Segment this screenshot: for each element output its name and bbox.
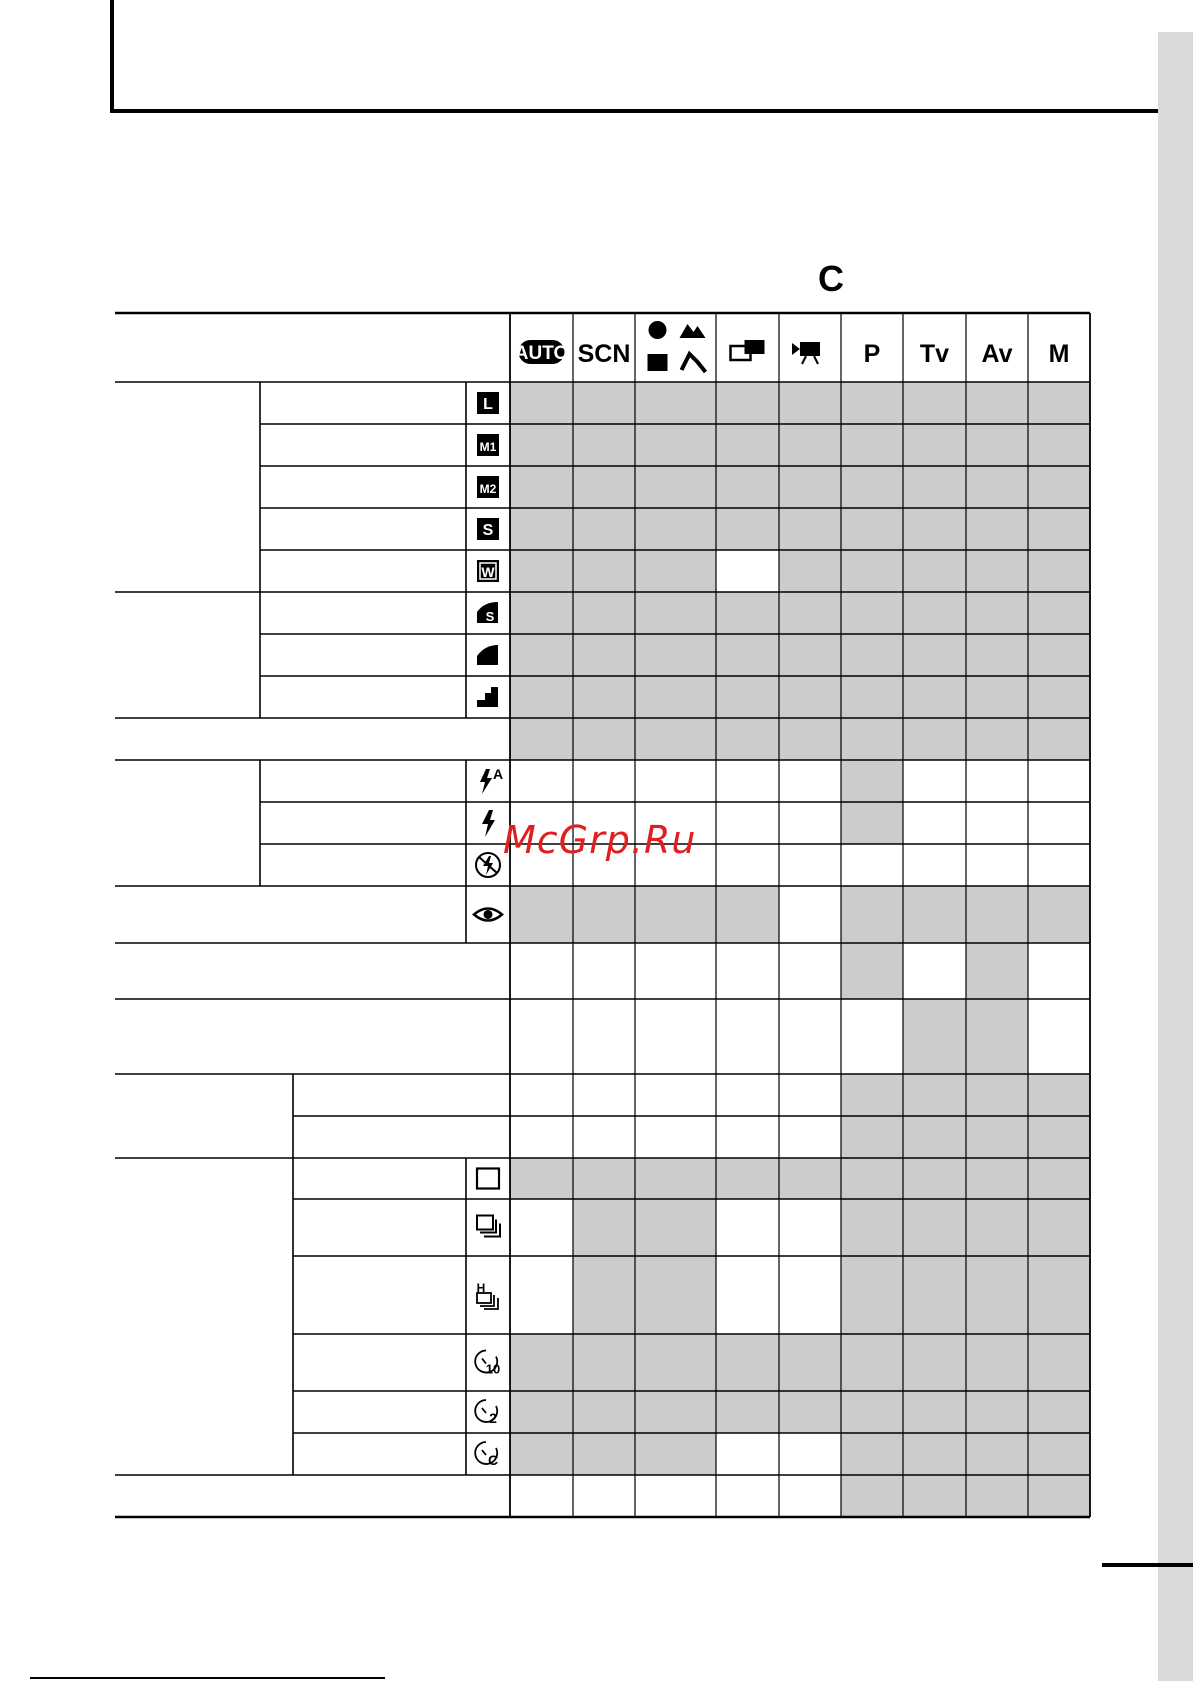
shaded-cell xyxy=(510,466,573,508)
shaded-cell xyxy=(573,1391,635,1433)
shaded-cell xyxy=(1028,1475,1090,1517)
shaded-cell xyxy=(510,886,573,943)
shaded-cell xyxy=(1028,1199,1090,1256)
row-icon-text: S xyxy=(485,609,495,624)
shaded-cell xyxy=(966,508,1028,550)
landscape-icon xyxy=(680,324,706,338)
shaded-cell xyxy=(966,718,1028,760)
scene-modes-icon xyxy=(648,321,706,372)
shaded-cell xyxy=(716,886,779,943)
shaded-cell xyxy=(635,676,716,718)
superfine-icon xyxy=(477,602,498,624)
shaded-cell xyxy=(635,508,716,550)
shaded-cell xyxy=(573,592,635,634)
size-M1-icon xyxy=(477,434,499,456)
shaded-cell xyxy=(966,1334,1028,1391)
shaded-cell xyxy=(841,886,903,943)
shaded-cell xyxy=(635,382,716,424)
normal-icon xyxy=(477,687,498,707)
shaded-cell xyxy=(903,886,966,943)
shaded-cell xyxy=(841,382,903,424)
shaded-cell xyxy=(966,1433,1028,1475)
shaded-cell xyxy=(1028,1256,1090,1334)
shaded-cell xyxy=(1028,1116,1090,1158)
shaded-cell xyxy=(779,424,841,466)
shaded-cell xyxy=(966,999,1028,1074)
shaded-cell xyxy=(966,676,1028,718)
shaded-cell xyxy=(841,1116,903,1158)
shaded-cell xyxy=(903,1334,966,1391)
shaded-cell xyxy=(573,424,635,466)
shaded-cell xyxy=(716,466,779,508)
red-eye-icon xyxy=(474,909,502,921)
shaded-cell xyxy=(1028,718,1090,760)
shaded-cell xyxy=(966,886,1028,943)
shaded-cell xyxy=(635,1334,716,1391)
shaded-cell xyxy=(716,508,779,550)
shaded-cell xyxy=(779,676,841,718)
shaded-cell xyxy=(510,508,573,550)
shaded-cell xyxy=(779,1334,841,1391)
movie-icon xyxy=(792,342,820,364)
shaded-cell xyxy=(635,424,716,466)
shaded-cell xyxy=(903,1475,966,1517)
shaded-cell xyxy=(841,1074,903,1116)
shaded-cell xyxy=(573,1433,635,1475)
shaded-cell xyxy=(841,508,903,550)
shaded-cell xyxy=(573,1158,635,1199)
shaded-cell xyxy=(716,382,779,424)
auto-mode-icon xyxy=(515,340,568,364)
portrait-icon xyxy=(649,321,667,339)
shaded-cell xyxy=(635,1199,716,1256)
shaded-cell xyxy=(903,1074,966,1116)
shaded-cell xyxy=(966,634,1028,676)
column-header-label: Tv xyxy=(919,340,950,368)
row-icon-text: M1 xyxy=(479,440,497,454)
shaded-cell xyxy=(841,1334,903,1391)
night-scene-icon xyxy=(648,354,668,371)
shaded-cell xyxy=(635,886,716,943)
column-header-label: AUTO xyxy=(514,343,569,364)
column-header-label: M xyxy=(1048,340,1070,368)
flash-auto-icon xyxy=(480,766,503,794)
shaded-cell xyxy=(573,550,635,592)
shaded-cell xyxy=(510,634,573,676)
fine-icon xyxy=(477,645,498,665)
shaded-cell xyxy=(903,550,966,592)
shaded-cell xyxy=(1028,676,1090,718)
shaded-cell xyxy=(903,676,966,718)
shaded-cell xyxy=(1028,508,1090,550)
shaded-cell xyxy=(966,1158,1028,1199)
shaded-cell xyxy=(573,718,635,760)
shaded-cell xyxy=(841,802,903,844)
row-icon-text: 10 xyxy=(485,1361,501,1377)
shaded-cell xyxy=(966,466,1028,508)
shaded-cell xyxy=(903,1116,966,1158)
size-L-icon xyxy=(477,392,499,414)
shaded-cell xyxy=(966,1391,1028,1433)
shaded-cell xyxy=(716,1334,779,1391)
shaded-cell xyxy=(966,592,1028,634)
shaded-cell xyxy=(841,1391,903,1433)
column-header-label: Av xyxy=(981,340,1013,368)
shaded-cell xyxy=(510,1433,573,1475)
shaded-cell xyxy=(635,1158,716,1199)
shaded-cell xyxy=(903,592,966,634)
shaded-cell xyxy=(510,550,573,592)
stitch-assist-icon xyxy=(731,340,765,360)
shaded-cell xyxy=(573,886,635,943)
self-timer-10-icon xyxy=(475,1351,500,1377)
shaded-cell xyxy=(841,1256,903,1334)
flash-off-icon xyxy=(476,853,500,877)
row-icon-text: S xyxy=(482,522,494,539)
single-shot-icon xyxy=(477,1169,499,1189)
shaded-cell xyxy=(716,634,779,676)
shaded-cell xyxy=(573,382,635,424)
shaded-cell xyxy=(573,466,635,508)
shaded-cell xyxy=(510,676,573,718)
shaded-cell xyxy=(903,382,966,424)
row-icons xyxy=(474,392,503,1468)
custom-timer-icon xyxy=(475,1442,498,1468)
shaded-cell xyxy=(903,466,966,508)
sports-icon xyxy=(682,354,706,372)
column-header-label: SCN xyxy=(577,340,631,368)
shaded-cell xyxy=(510,592,573,634)
shaded-cell xyxy=(635,634,716,676)
shaded-cell xyxy=(841,634,903,676)
shaded-cell xyxy=(966,1116,1028,1158)
row-icon-text: H xyxy=(476,1281,486,1295)
shaded-cell xyxy=(716,1391,779,1433)
shaded-cell xyxy=(779,1391,841,1433)
shaded-cell xyxy=(966,943,1028,999)
shaded-cell xyxy=(841,466,903,508)
shaded-cell xyxy=(1028,1074,1090,1116)
shaded-cell xyxy=(903,1256,966,1334)
column-header-label: P xyxy=(863,340,881,368)
shaded-cell xyxy=(903,424,966,466)
shaded-cell xyxy=(1028,1433,1090,1475)
shaded-cell xyxy=(903,718,966,760)
shaded-cell xyxy=(779,550,841,592)
shaded-cell xyxy=(573,634,635,676)
shaded-cell xyxy=(966,1256,1028,1334)
shaded-cell xyxy=(635,466,716,508)
row-icon-text: 2 xyxy=(489,1410,497,1426)
shaded-cell xyxy=(779,1158,841,1199)
shaded-cell xyxy=(841,943,903,999)
shaded-cell xyxy=(779,634,841,676)
shaded-cell xyxy=(903,999,966,1074)
shaded-cell xyxy=(716,424,779,466)
shaded-cell xyxy=(1028,382,1090,424)
shaded-cell xyxy=(635,550,716,592)
row-icon-text: M2 xyxy=(479,482,497,496)
section-letter: C xyxy=(818,258,844,299)
shaded-cell xyxy=(635,1391,716,1433)
self-timer-2-icon xyxy=(475,1400,497,1426)
shaded-cell xyxy=(779,592,841,634)
shaded-cell xyxy=(1028,1158,1090,1199)
row-icon-text: W xyxy=(481,564,495,580)
shaded-cell xyxy=(841,592,903,634)
shaded-cell xyxy=(716,592,779,634)
flash-on-icon xyxy=(482,810,495,837)
shaded-cell xyxy=(779,466,841,508)
column-headers xyxy=(515,321,1070,372)
shaded-cell xyxy=(510,424,573,466)
shaded-cell xyxy=(1028,592,1090,634)
shaded-cell xyxy=(903,1199,966,1256)
shaded-cell xyxy=(966,550,1028,592)
shaded-cell xyxy=(903,1433,966,1475)
shaded-cell xyxy=(1028,1391,1090,1433)
row-icon-text: L xyxy=(483,396,493,413)
shaded-cell xyxy=(1028,1334,1090,1391)
shaded-cells xyxy=(510,382,1090,1517)
shaded-cell xyxy=(779,382,841,424)
shaded-cell xyxy=(841,1199,903,1256)
shaded-cell xyxy=(635,718,716,760)
shaded-cell xyxy=(966,424,1028,466)
shaded-cell xyxy=(841,1433,903,1475)
shaded-cell xyxy=(510,382,573,424)
shaded-cell xyxy=(841,1475,903,1517)
shaded-cell xyxy=(966,1074,1028,1116)
shaded-cell xyxy=(903,1391,966,1433)
shaded-cell xyxy=(841,676,903,718)
shaded-cell xyxy=(966,1475,1028,1517)
continuous-icon xyxy=(477,1216,500,1237)
shaded-cell xyxy=(510,1334,573,1391)
shaded-cell xyxy=(635,1433,716,1475)
shaded-cell xyxy=(841,1158,903,1199)
shaded-cell xyxy=(903,634,966,676)
shaded-cell xyxy=(841,718,903,760)
shaded-cell xyxy=(1028,886,1090,943)
shaded-cell xyxy=(510,1391,573,1433)
size-M2-icon xyxy=(477,476,499,498)
shaded-cell xyxy=(573,1256,635,1334)
shaded-cell xyxy=(1028,550,1090,592)
shaded-cell xyxy=(573,1334,635,1391)
shaded-cell xyxy=(1028,424,1090,466)
watermark: McGrp.Ru xyxy=(503,818,697,862)
shaded-cell xyxy=(635,1256,716,1334)
shaded-cell xyxy=(1028,466,1090,508)
shaded-cell xyxy=(635,592,716,634)
shaded-cell xyxy=(779,508,841,550)
shaded-cell xyxy=(903,1158,966,1199)
shaded-cell xyxy=(573,1199,635,1256)
shaded-cell xyxy=(716,676,779,718)
size-S-icon xyxy=(477,518,499,540)
shaded-cell xyxy=(573,676,635,718)
row-icon-text: A xyxy=(492,766,504,782)
shaded-cell xyxy=(841,760,903,802)
shaded-cell xyxy=(1028,634,1090,676)
shaded-cell xyxy=(510,718,573,760)
shaded-cell xyxy=(716,1158,779,1199)
shaded-cell xyxy=(716,718,779,760)
shaded-cell xyxy=(903,508,966,550)
shaded-cell xyxy=(841,550,903,592)
shaded-cell xyxy=(966,1199,1028,1256)
shaded-cell xyxy=(841,424,903,466)
high-speed-continuous-icon xyxy=(477,1281,498,1309)
shaded-cell xyxy=(966,382,1028,424)
size-W-icon xyxy=(477,560,499,582)
shaded-cell xyxy=(510,1158,573,1199)
row-icon-text: C xyxy=(487,1452,499,1468)
shaded-cell xyxy=(573,508,635,550)
shaded-cell xyxy=(779,718,841,760)
